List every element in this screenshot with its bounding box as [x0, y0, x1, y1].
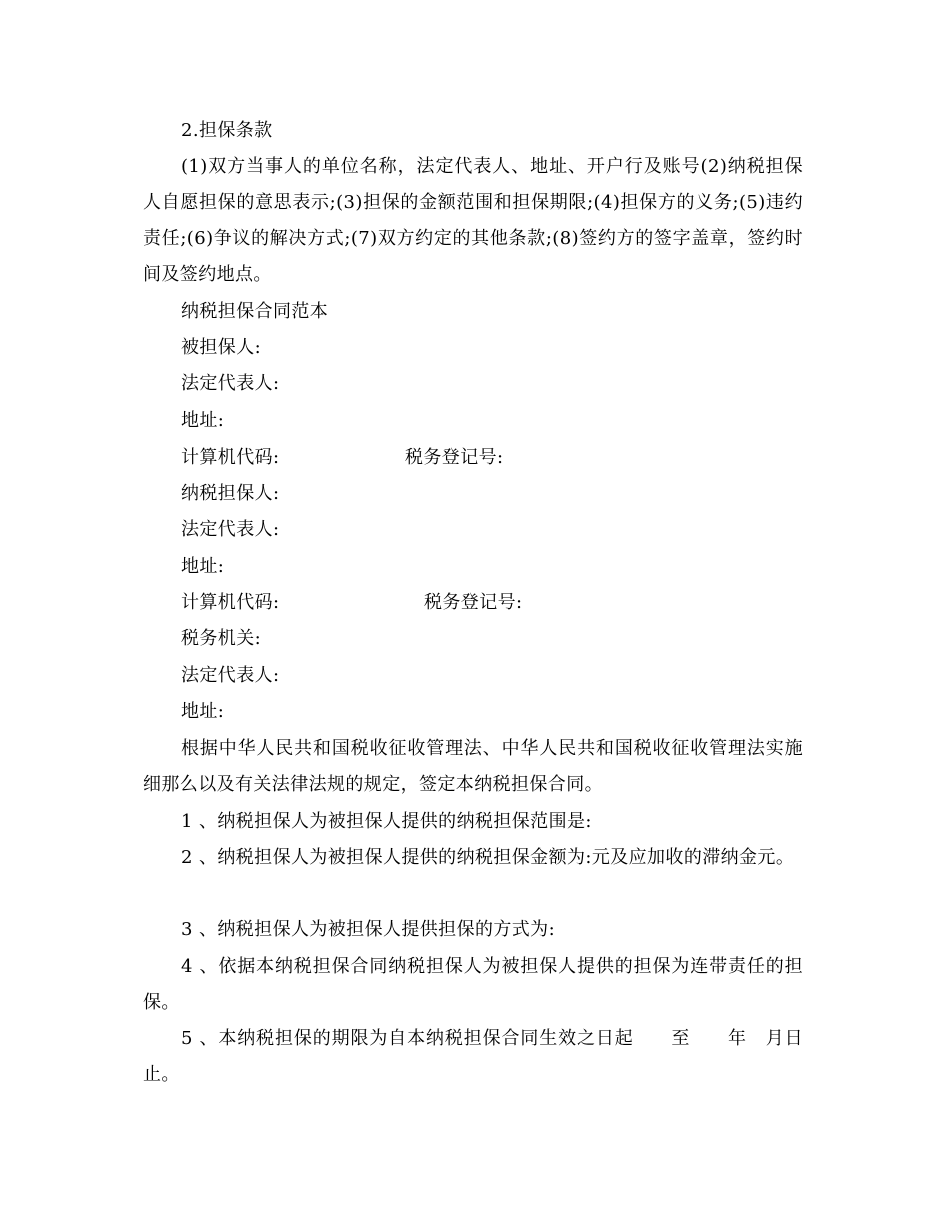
guaranteed-party-code-label: 计算机代码:	[181, 447, 280, 468]
guarantor-code-label: 计算机代码:	[181, 592, 280, 613]
term-3: 3 、纳税担保人为被担保人提供担保的方式为:	[181, 919, 556, 940]
guarantor-address-label: 地址:	[181, 556, 225, 577]
tax-authority-address-label: 地址:	[181, 701, 225, 722]
guarantor-rep-label: 法定代表人:	[181, 519, 280, 540]
term-1: 1 、纳税担保人为被担保人提供的纳税担保范围是:	[181, 811, 592, 832]
term-5: 5 、本纳税担保的期限为自本纳税担保合同生效之日起 至 年 月日止。	[143, 1028, 803, 1085]
guaranteed-party-label: 被担保人:	[181, 337, 262, 358]
guarantor-label: 纳税担保人:	[181, 483, 280, 504]
tax-authority-rep-label: 法定代表人:	[181, 665, 280, 686]
term-2: 2 、纳税担保人为被担保人提供的纳税担保金额为:元及应加收的滞纳金元。	[181, 847, 795, 868]
clause-paragraph: (1)双方当事人的单位名称，法定代表人、地址、开户行及账号(2)纳税担保人自愿担保的意思表示;(3)担保的金额范围和担保期限;(4)担保方的义务;(5)违约责任;(6)争议的解决方式;(7)双方约定的其他条款;(8)签约方的签字盖章，签约时间及签约地点。	[143, 156, 803, 285]
tax-authority-label: 税务机关:	[181, 628, 262, 649]
preamble-paragraph: 根据中华人民共和国税收征收管理法、中华人民共和国税收征收管理法实施细那么以及有关法律法规的规定，签定本纳税担保合同。	[143, 738, 803, 795]
guaranteed-party-address-label: 地址:	[181, 410, 225, 431]
guaranteed-party-rep-label: 法定代表人:	[181, 373, 280, 394]
section-heading: 2.担保条款	[181, 120, 273, 141]
guarantor-tax-reg-label: 税务登记号:	[424, 592, 523, 613]
template-title: 纳税担保合同范本	[181, 301, 329, 322]
term-4: 4 、依据本纳税担保合同纳税担保人为被担保人提供的担保为连带责任的担保。	[143, 956, 803, 1013]
guaranteed-party-tax-reg-label: 税务登记号:	[405, 447, 504, 468]
